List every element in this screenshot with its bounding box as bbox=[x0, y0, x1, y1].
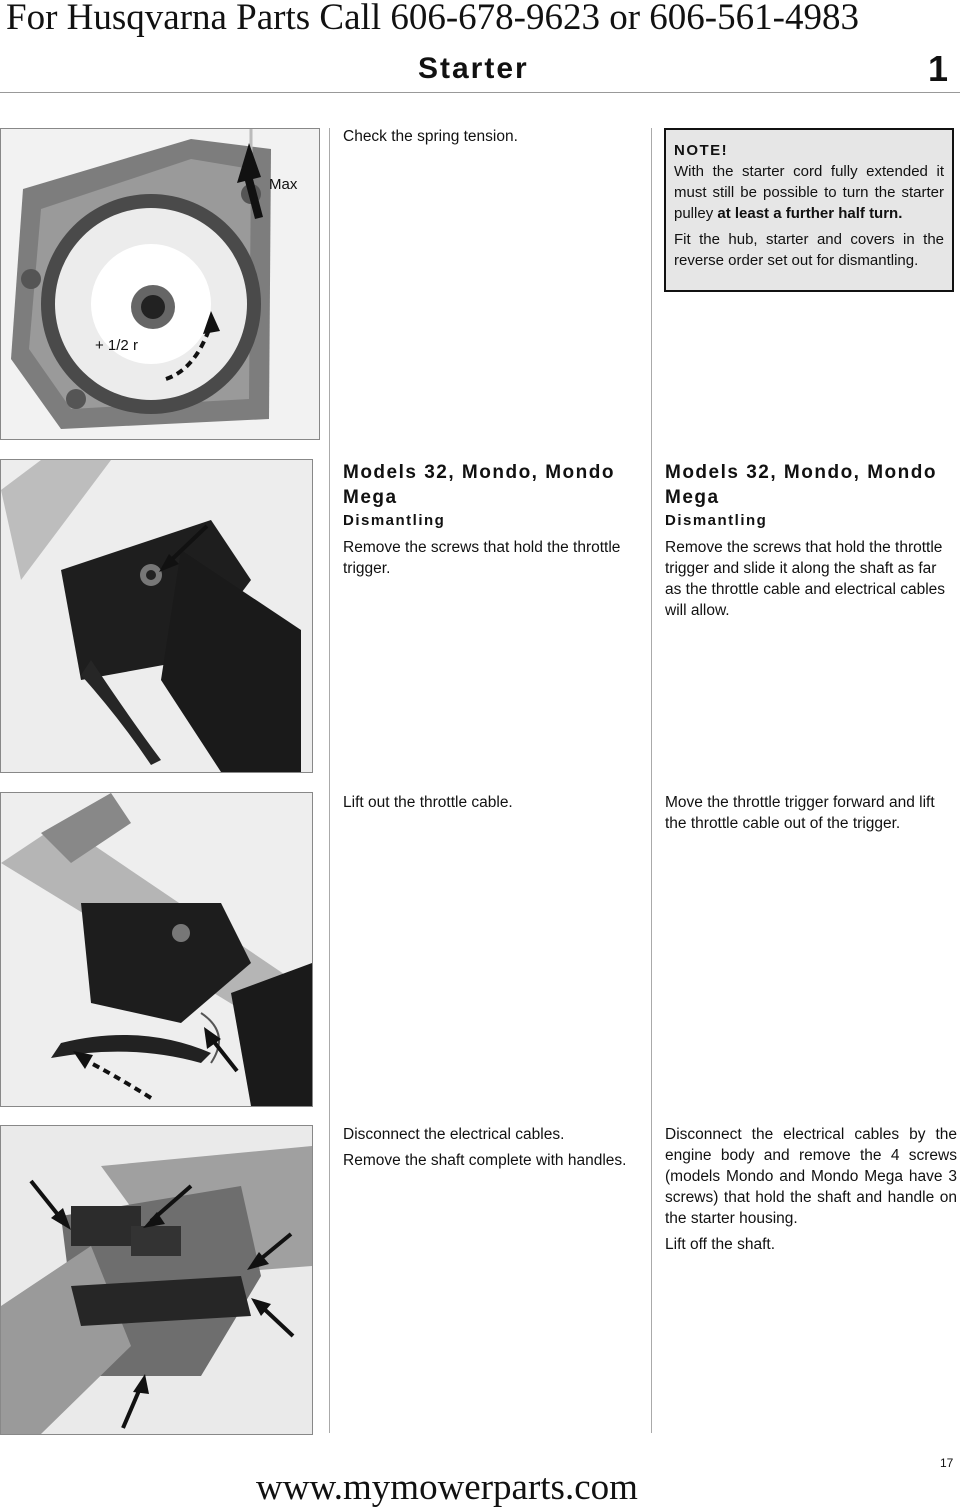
models-heading-left: Models 32, Mondo, Mondo Mega bbox=[343, 462, 615, 508]
disconnect-caption-right: Disconnect the electrical cables by the engine body and remove the 4 screws (models Mondo and Mondo Mega have 3 screws) that hold the shaft and handle on the starter housing. Lift off the shaft. bbox=[665, 1126, 957, 1253]
remove-screws-slide-caption: Remove the screws that hold the throttle trigger and slide it along the shaft as far as the throttle cable and electrical cables will allow. bbox=[665, 539, 946, 619]
note-text-2: Fit the hub, starter and covers in the reverse order set out for dismantling. bbox=[674, 231, 944, 269]
remove-screws-caption: Remove the screws that hold the throttle trigger. bbox=[343, 539, 621, 577]
dismantling-subheading-right: Dismantling bbox=[665, 512, 768, 529]
note-title: NOTE! bbox=[674, 142, 729, 159]
column-divider-left bbox=[329, 128, 330, 1433]
column-divider-right bbox=[651, 128, 652, 1433]
note-box bbox=[664, 128, 954, 292]
lift-cable-caption-right: Move the throttle trigger forward and lift the throttle cable out of the trigger. bbox=[665, 794, 935, 832]
section-number: 1 bbox=[928, 48, 949, 89]
header-rule bbox=[0, 92, 960, 93]
disconnect-caption-left: Disconnect the electrical cables. Remove the shaft complete with handles. bbox=[343, 1126, 627, 1169]
footer-url[interactable]: www.mymowerparts.com bbox=[256, 1467, 638, 1508]
section-title: Starter bbox=[418, 52, 529, 85]
electrical-cables-photo bbox=[0, 1125, 313, 1435]
starter-pulley-photo bbox=[0, 128, 320, 440]
throttle-cable-photo bbox=[0, 792, 313, 1107]
note-text-1: With the starter cord fully extended it must still be possible to turn the starter pulley at least a further half turn. bbox=[674, 163, 944, 222]
lift-cable-caption-left: Lift out the throttle cable. bbox=[343, 794, 513, 811]
models-block-left bbox=[343, 460, 643, 584]
dismantling-subheading-left: Dismantling bbox=[343, 512, 446, 529]
spring-tension-caption: Check the spring tension. bbox=[343, 128, 518, 145]
models-block-right bbox=[665, 460, 957, 626]
models-heading-right: Models 32, Mondo, Mondo Mega bbox=[665, 462, 937, 508]
page-number: 17 bbox=[940, 1456, 954, 1470]
phone-banner: For Husqvarna Parts Call 606-678-9623 or 606-561-4983 bbox=[6, 0, 859, 38]
throttle-trigger-photo bbox=[0, 459, 313, 773]
half-turn-label: + 1/2 r bbox=[95, 337, 138, 354]
max-label: Max bbox=[269, 176, 298, 193]
